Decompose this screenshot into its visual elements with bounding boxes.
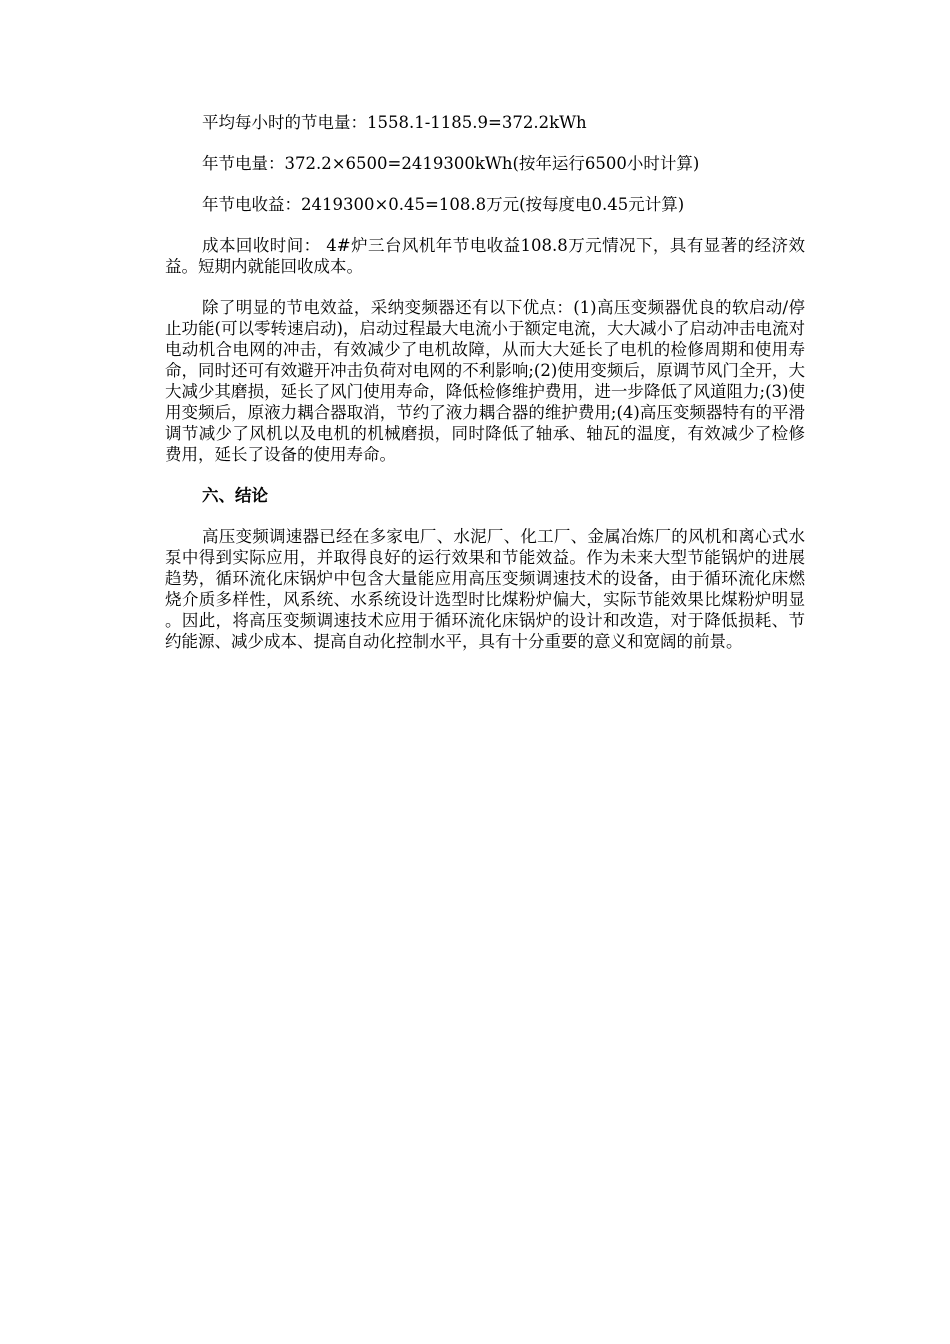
hourly-savings-calculation: 平均每小时的节电量：1558.1-1185.9=372.2kWh [202, 113, 587, 132]
payback-paragraph: 成本回收时间： 4#炉三台风机年节电收益108.8万元情况下，具有显著的经济效益。短期内就能回收成本。 [165, 236, 805, 276]
advantages-paragraph: 除了明显的节电效益，采纳变频器还有以下优点：(1)高压变频器优良的软启动/停止功能(可以零转速启动)，启动过程最大电流小于额定电流，大大减小了启动冲击电流对电动机合电网的冲击，有效减少了电机故障，从而大大延长了电机的检修周期和使用寿命，同时还可有效避开冲击负荷对电网的不利影响;(2)使用变频后，原调节风门全开，大大减少其磨损，延长了风门使用寿命，降低检修维护费用，进一步降低了风道阻力;(3)使用变频后，原液力耦合器取消，节约了液力耦合器的维护费用;(4)高压变频器特有的平滑调节减少了风机以及电机的机械磨损，同时降低了轴承、轴瓦的温度，有效减少了检修费用，延长了设备的使用寿命。 [165, 298, 805, 464]
annual-savings-calculation: 年节电量：372.2×6500=2419300kWh(按年运行6500小时计算) [202, 154, 700, 173]
conclusion-heading: 六、结论 [202, 486, 268, 505]
annual-revenue-calculation: 年节电收益：2419300×0.45=108.8万元(按每度电0.45元计算) [202, 195, 685, 214]
document-body [165, 112, 805, 672]
conclusion-paragraph: 高压变频调速器已经在多家电厂、水泥厂、化工厂、金属冶炼厂的风机和离心式水泵中得到实际应用，并取得良好的运行效果和节能效益。作为未来大型节能锅炉的进展趋势，循环流化床锅炉中包含大量能应用高压变频调速技术的设备，由于循环流化床燃烧介质多样性，风系统、水系统设计选型时比煤粉炉偏大，实际节能效果比煤粉炉明显。因此，将高压变频调速技术应用于循环流化床锅炉的设计和改造，对于降低损耗、节约能源、减少成本、提高自动化控制水平，具有十分重要的意义和宽阔的前景。 [165, 527, 805, 651]
